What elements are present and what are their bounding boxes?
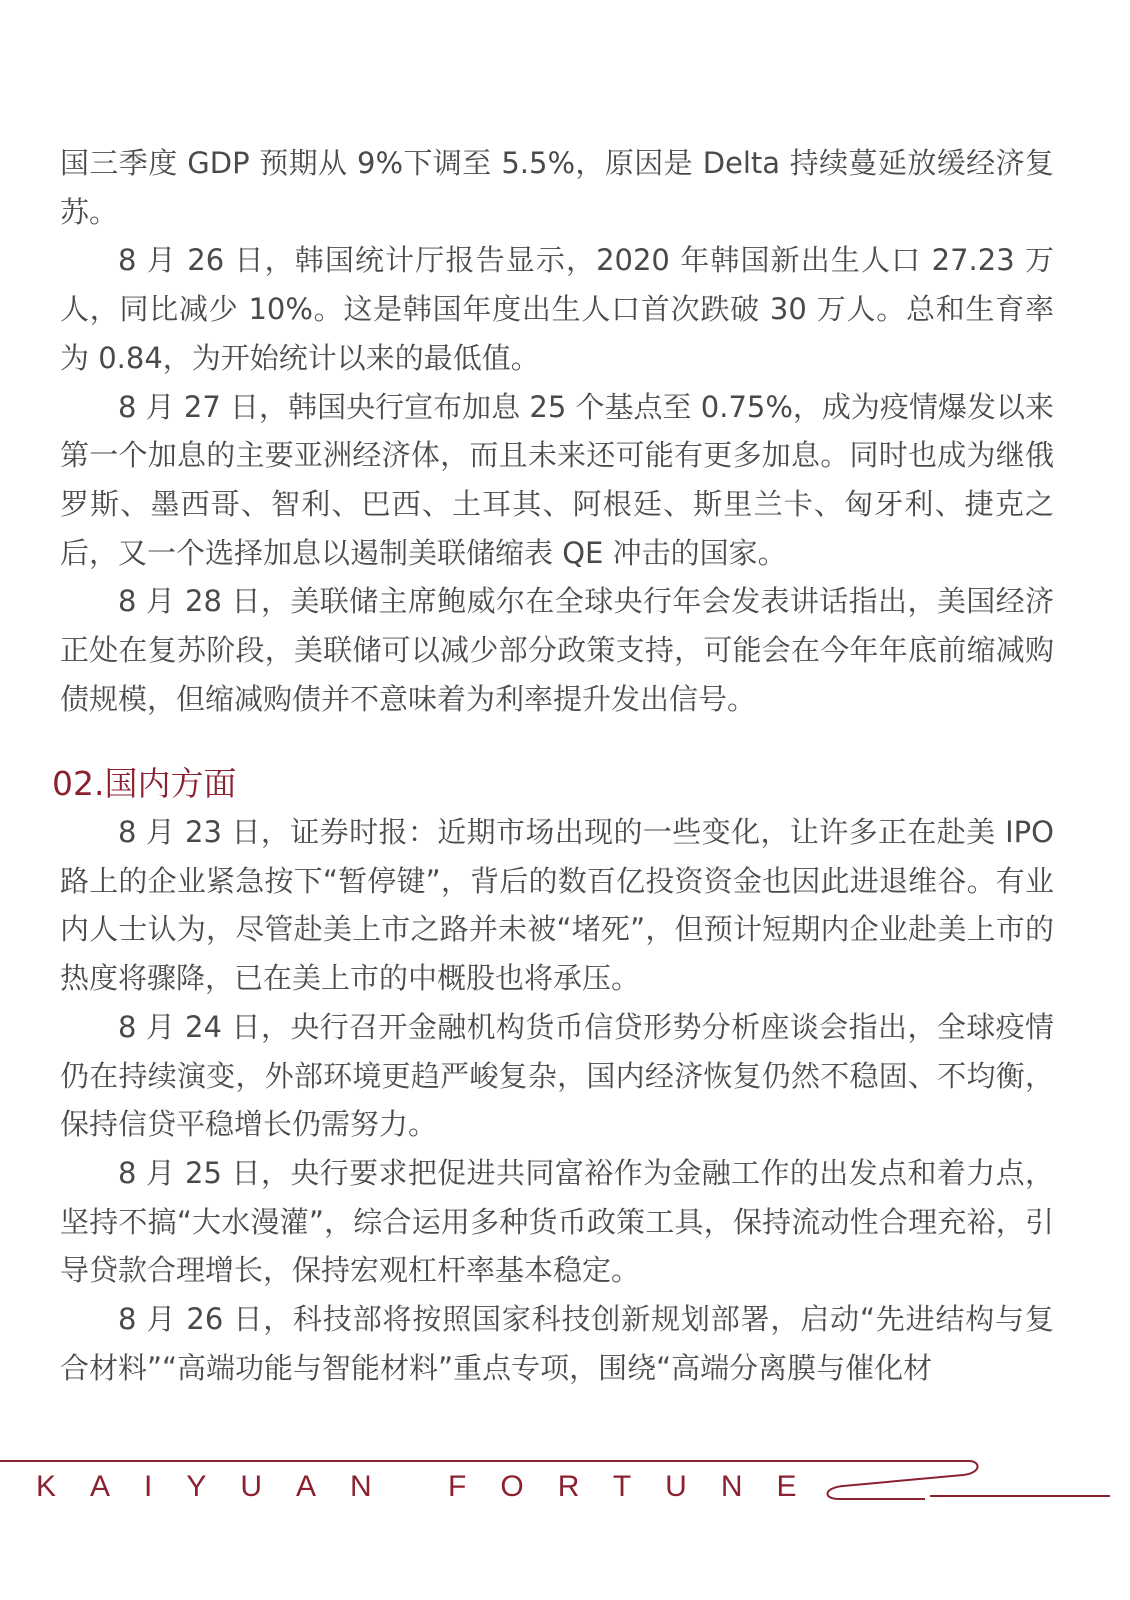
paragraph-aug26-most: 8 月 26 日，科技部将按照国家科技创新规划部署，启动“先进结构与复合材料”“高端功能与智能材料”重点专项，围绕“高端分离膜与催化材 bbox=[60, 1302, 1054, 1385]
footer-brand-name: KAIYUAN FORTUNE bbox=[36, 1470, 831, 1503]
paragraph-aug27-korea: 8 月 27 日，韩国央行宣布加息 25 个基点至 0.75%，成为疫情爆发以来第一个加息的主要亚洲经济体，而且未来还可能有更多加息。同时也成为继俄罗斯、墨西哥、智利、巴西、土耳其、阿根廷、斯里兰卡、匈牙利、捷克之后，又一个选择加息以遏制美联储缩表 QE 冲击的国家。 bbox=[60, 389, 1054, 570]
paragraph-continued: 国三季度 GDP 预期从 9%下调至 5.5%，原因是 Delta 持续蔓延放缓经济复苏。 bbox=[60, 146, 1054, 229]
paragraph-aug28-fed: 8 月 28 日，美联储主席鲍威尔在全球央行年会发表讲话指出，美国经济正处在复苏阶段，美联储可以减少部分政策支持，可能会在今年年底前缩减购债规模，但缩减购债并不意味着为利率提升发出信号。 bbox=[60, 584, 1054, 716]
page-footer bbox=[0, 1445, 1130, 1545]
article-body-domestic bbox=[60, 808, 1054, 1392]
paragraph-aug23-ipo: 8 月 23 日，证券时报：近期市场出现的一些变化，让许多正在赴美 IPO 路上的企业紧急按下“暂停键”，背后的数百亿投资资金也因此进退维谷。有业内人士认为，尽管赴美上市之路并未被“堵死”，但预计短期内企业赴美上市的热度将骤降，已在美上市的中概股也将承压。 bbox=[60, 815, 1054, 996]
article-body-international bbox=[60, 139, 1054, 723]
paragraph-aug24-pboc: 8 月 24 日，央行召开金融机构货币信贷形势分析座谈会指出，全球疫情仍在持续演变，外部环境更趋严峻复杂，国内经济恢复仍然不稳固、不均衡，保持信贷平稳增长仍需努力。 bbox=[60, 1009, 1054, 1142]
footer-divider-bottom bbox=[930, 1495, 1110, 1497]
section-heading-domestic: 02.国内方面 bbox=[52, 764, 237, 803]
paragraph-aug25-pboc: 8 月 25 日，央行要求把促进共同富裕作为金融工作的出发点和着力点，坚持不搞“大水漫灌”，综合运用多种货币政策工具，保持流动性合理充裕，引导贷款合理增长，保持宏观杠杆率基本稳定。 bbox=[60, 1155, 1054, 1288]
paragraph-aug26-korea: 8 月 26 日，韩国统计厅报告显示，2020 年韩国新出生人口 27.23 万人，同比减少 10%。这是韩国年度出生人口首次跌破 30 万人。总和生育率为 0.84，为开始统计以来的最低值。 bbox=[60, 243, 1054, 375]
